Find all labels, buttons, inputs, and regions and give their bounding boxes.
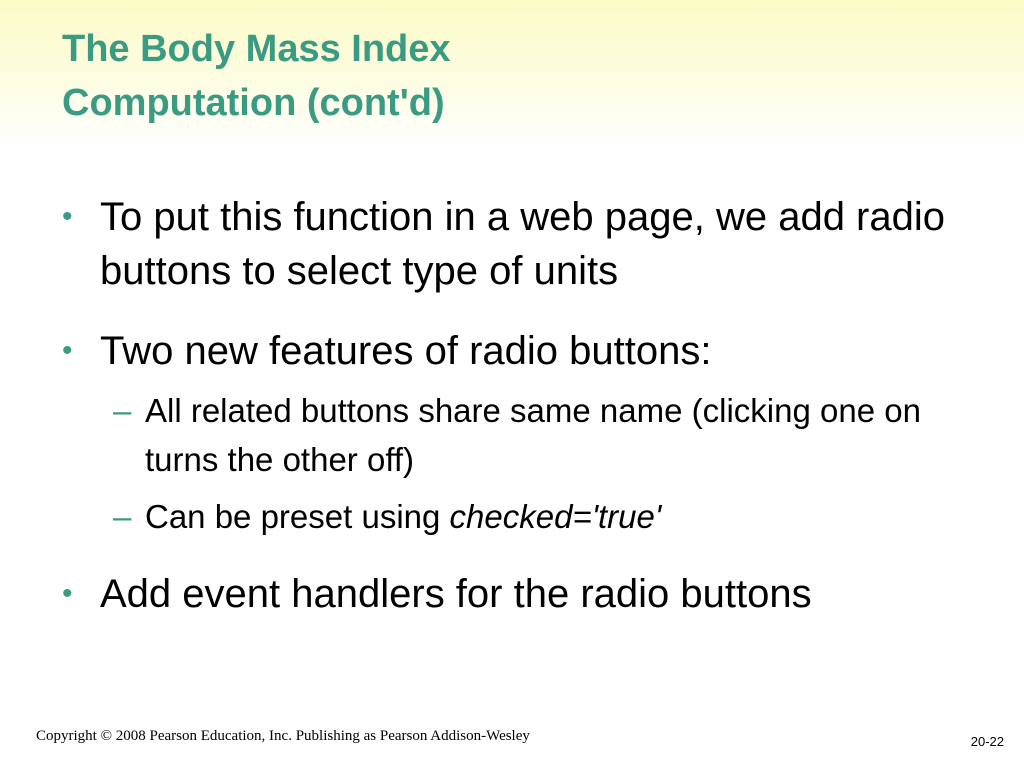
bullet-item-1	[62, 190, 970, 298]
bullet-item-2	[62, 324, 970, 378]
sub-bullet-text-prefix: Can be preset using	[145, 498, 450, 535]
bullet-marker: •	[62, 577, 73, 610]
code-snippet: checked='true'	[449, 498, 662, 535]
slide-title-line-1: The Body Mass Index	[62, 28, 451, 70]
slide-page-number: 20-22	[970, 734, 1004, 749]
sub-item-1	[113, 386, 965, 484]
sub-bullet-text: All related buttons share same name (clicking one on turns the other off)	[145, 392, 921, 478]
bullet-item-3	[62, 567, 970, 621]
bullet-text: To put this function in a web page, we add radio buttons to select type of units	[100, 195, 945, 293]
sub-bullet-marker: –	[113, 392, 132, 429]
slide-title	[62, 22, 451, 130]
bullet-marker: •	[62, 200, 73, 233]
slide-title-line-2: Computation (cont'd)	[62, 82, 445, 124]
sub-bullet-marker: –	[113, 498, 132, 535]
bullet-marker: •	[62, 334, 73, 367]
bullet-text: Two new features of radio buttons:	[100, 329, 712, 373]
footer-copyright: Copyright © 2008 Pearson Education, Inc. Publishing as Pearson Addison-Wesley	[36, 728, 530, 744]
bullet-text: Add event handlers for the radio buttons	[100, 572, 812, 616]
sub-item-2	[113, 492, 965, 541]
sub-bullet-text	[145, 492, 965, 541]
